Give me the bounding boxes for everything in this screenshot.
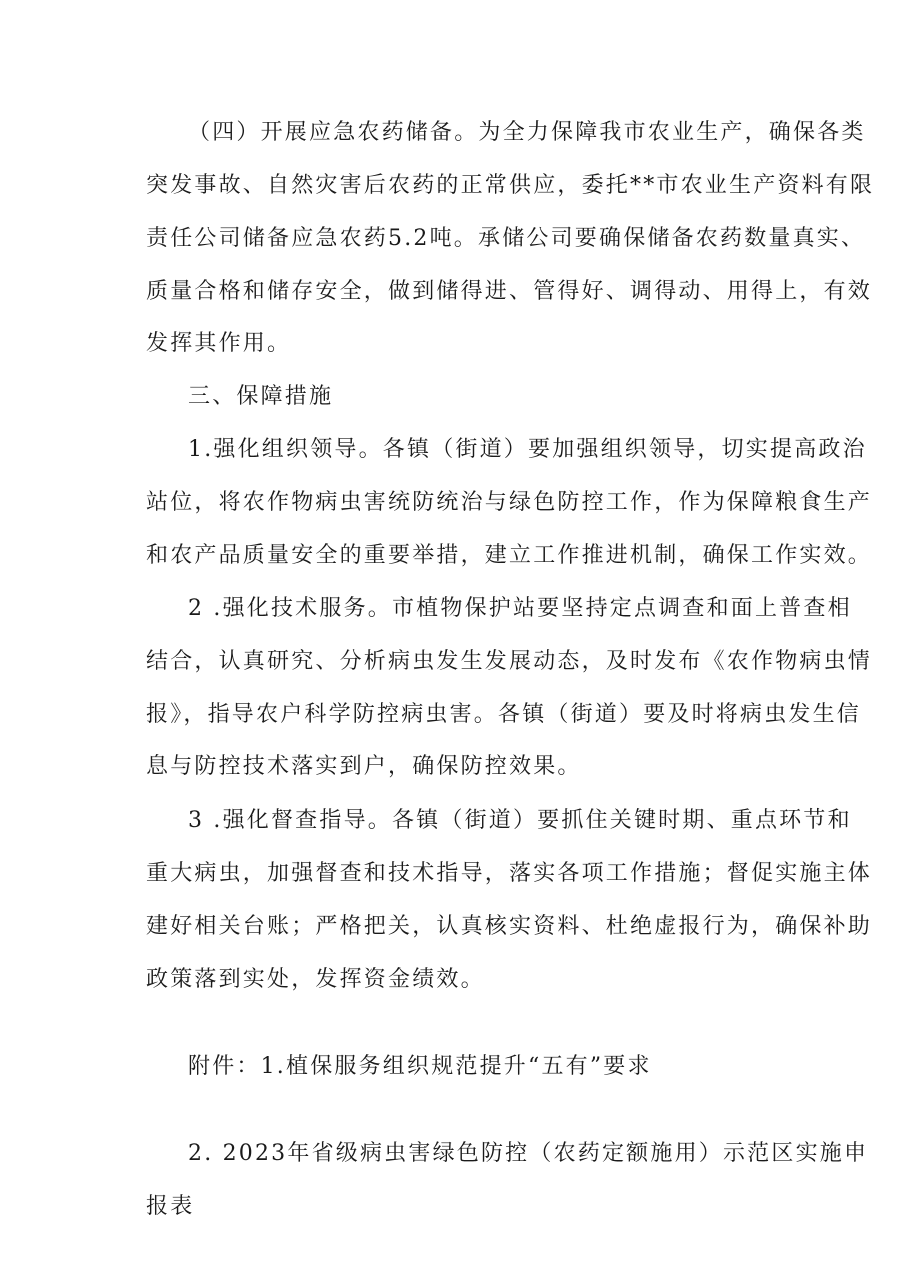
section-4-line-5: 发挥其作用。 (146, 331, 292, 356)
attachment-2-line-2: 报表 (146, 1194, 195, 1219)
measure-1-line-2: 站位，将农作物病虫害统防统治与绿色防控工作，作为保障粮食生产 (146, 490, 873, 515)
measure-1-line-3: 和农产品质量安全的重要举措，建立工作推进机制，确保工作实效。 (146, 543, 873, 568)
section-heading-3: 三、保障措施 (188, 384, 334, 409)
measure-2-line-2: 结合，认真研究、分析病虫发生发展动态，及时发布《农作物病虫情 (146, 649, 873, 674)
measure-3-line-3: 建好相关台账；严格把关，认真核实资料、杜绝虚报行为，确保补助 (146, 914, 873, 939)
measure-2-line-4: 息与防控技术落实到户，确保防控效果。 (146, 754, 582, 779)
section-4-line-4: 质量合格和储存安全，做到储得进、管得好、调得动、用得上，有效 (146, 279, 873, 304)
attachment-1: 附件：1.植保服务组织规范提升“五有”要求 (188, 1054, 652, 1079)
measure-3-line-4: 政策落到实处，发挥资金绩效。 (146, 967, 485, 992)
measure-3-line-2: 重大病虫，加强督查和技术指导，落实各项工作措施；督促实施主体 (146, 861, 873, 886)
measure-3-line-1: 3 .强化督查指导。各镇（街道）要抓住关键时期、重点环节和 (188, 808, 852, 833)
section-4-line-1: （四）开展应急农药储备。为全力保障我市农业生产，确保各类 (188, 120, 866, 145)
attachment-2-line-1: 2. 2023年省级病虫害绿色防控（农药定额施用）示范区实施申 (188, 1141, 869, 1166)
measure-2-line-1: 2 .强化技术服务。市植物保护站要坚持定点调查和面上普查相 (188, 596, 852, 621)
section-4-line-3: 责任公司储备应急农药5.2吨。承储公司要确保储备农药数量真实、 (146, 226, 866, 251)
section-4-line-2: 突发事故、自然灾害后农药的正常供应，委托**市农业生产资料有限 (146, 173, 875, 198)
measure-2-line-3: 报》，指导农户科学防控病虫害。各镇（街道）要及时将病虫发生信 (146, 702, 862, 727)
measure-1-line-1: 1.强化组织领导。各镇（街道）要加强组织领导，切实提高政治 (188, 437, 867, 462)
